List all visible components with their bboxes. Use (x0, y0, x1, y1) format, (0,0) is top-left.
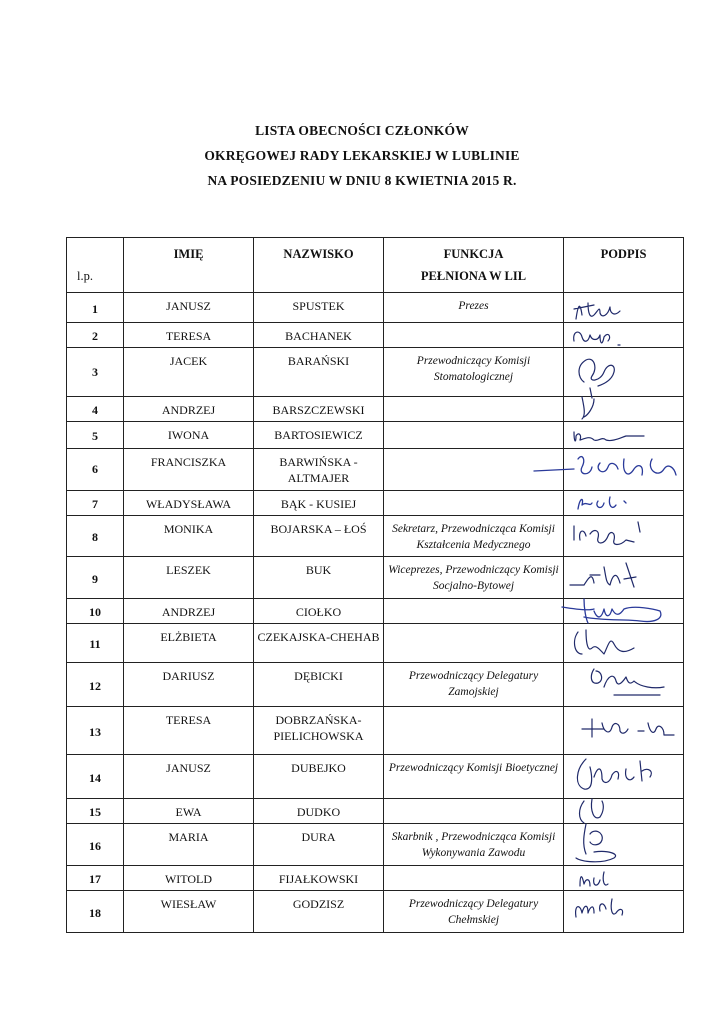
last-name-cell: DUDKO (254, 799, 384, 824)
row-number: 11 (67, 624, 124, 663)
last-name-cell: BĄK - KUSIEJ (254, 491, 384, 516)
signature-cell (564, 891, 684, 933)
function-cell (384, 599, 564, 624)
last-name-cell: DOBRZAŃSKA-PIELICHOWSKA (254, 707, 384, 755)
handwritten-signature (564, 624, 684, 663)
function-cell: Skarbnik , Przewodnicząca Komisji Wykonywania Zawodu (384, 824, 564, 866)
last-name-cell: BARWIŃSKA - ALTMAJER (254, 449, 384, 491)
handwritten-signature (564, 557, 684, 599)
signature-stroke (591, 669, 664, 695)
signature-cell (564, 799, 684, 824)
first-name-cell: JANUSZ (124, 755, 254, 799)
last-name-cell: DĘBICKI (254, 663, 384, 707)
table-row (67, 624, 684, 663)
function-cell: Prezes (384, 293, 564, 323)
row-number: 7 (67, 491, 124, 516)
last-name-cell: DUBEJKO (254, 755, 384, 799)
row-number: 2 (67, 323, 124, 348)
first-name-cell: ANDRZEJ (124, 397, 254, 422)
function-cell (384, 422, 564, 449)
function-cell: Przewodniczący Delegatury Zamojskiej (384, 663, 564, 707)
first-name-cell: ELŻBIETA (124, 624, 254, 663)
function-cell: Wiceprezes, Przewodniczący Komisji Socjalno-Bytowej (384, 557, 564, 599)
first-name-cell: ANDRZEJ (124, 599, 254, 624)
table-row (67, 866, 684, 891)
signature-stroke (576, 824, 616, 862)
function-cell (384, 397, 564, 422)
function-cell (384, 449, 564, 491)
signature-cell (564, 422, 684, 449)
header-podpis: PODPIS (564, 238, 684, 293)
signature-cell (564, 323, 684, 348)
first-name-cell: LESZEK (124, 557, 254, 599)
last-name-cell: CZEKAJSKA-CHEHAB (254, 624, 384, 663)
signature-cell (564, 348, 684, 397)
first-name-cell: WIESŁAW (124, 891, 254, 933)
function-cell (384, 707, 564, 755)
first-name-cell: JANUSZ (124, 293, 254, 323)
handwritten-signature (564, 449, 684, 491)
function-cell (384, 491, 564, 516)
first-name-cell: TERESA (124, 707, 254, 755)
handwritten-signature (564, 799, 684, 822)
table-row (67, 516, 684, 557)
last-name-cell: BARAŃSKI (254, 348, 384, 397)
last-name-cell: BACHANEK (254, 323, 384, 348)
table-row (67, 707, 684, 755)
handwritten-signature (564, 397, 684, 420)
signature-cell (564, 624, 684, 663)
handwritten-signature (564, 824, 684, 866)
first-name-cell: WITOLD (124, 866, 254, 891)
signature-stroke (582, 397, 594, 419)
first-name-cell: TERESA (124, 323, 254, 348)
header-nazwisko: NAZWISKO (254, 238, 384, 293)
table-row (67, 323, 684, 348)
handwritten-signature (564, 422, 684, 449)
handwritten-signature (564, 707, 684, 755)
row-number: 14 (67, 755, 124, 799)
row-number: 10 (67, 599, 124, 624)
signature-cell (564, 557, 684, 599)
handwritten-signature (564, 866, 684, 891)
signature-stroke (574, 432, 644, 441)
function-cell: Przewodniczący Komisji Stomatologicznej (384, 348, 564, 397)
signature-cell (564, 599, 684, 624)
row-number: 12 (67, 663, 124, 707)
signature-stroke (577, 759, 651, 789)
row-number: 15 (67, 799, 124, 824)
last-name-cell: BARTOSIEWICZ (254, 422, 384, 449)
title-line-1: LISTA OBECNOŚCI CZŁONKÓW (255, 123, 469, 138)
signature-stroke (574, 332, 620, 345)
row-number: 17 (67, 866, 124, 891)
signature-cell (564, 755, 684, 799)
function-cell (384, 799, 564, 824)
first-name-cell: FRANCISZKA (124, 449, 254, 491)
row-number: 1 (67, 293, 124, 323)
handwritten-signature (564, 516, 684, 556)
table-row (67, 491, 684, 516)
first-name-cell: WŁADYSŁAWA (124, 491, 254, 516)
document-title (0, 118, 724, 193)
last-name-cell: FIJAŁKOWSKI (254, 866, 384, 891)
handwritten-signature (564, 891, 684, 933)
table-row (67, 663, 684, 707)
signature-cell (564, 293, 684, 323)
header-imie: IMIĘ (124, 238, 254, 293)
handwritten-signature (564, 755, 684, 799)
row-number: 3 (67, 348, 124, 397)
signature-stroke (570, 563, 636, 587)
first-name-cell: IWONA (124, 422, 254, 449)
last-name-cell: DURA (254, 824, 384, 866)
row-number: 16 (67, 824, 124, 866)
signature-stroke (582, 719, 674, 737)
table-row (67, 557, 684, 599)
title-line-3: NA POSIEDZENIU W DNIU 8 KWIETNIA 2015 R. (207, 173, 517, 188)
function-cell (384, 323, 564, 348)
table-row (67, 449, 684, 491)
signature-stroke (580, 799, 604, 823)
header-funkcja-line2: PEŁNIONA W LIL (420, 269, 527, 283)
signature-stroke (562, 599, 661, 623)
signature-cell (564, 516, 684, 557)
signature-cell (564, 449, 684, 491)
signature-stroke (574, 303, 620, 319)
signature-cell (564, 866, 684, 891)
table-row (67, 599, 684, 624)
signature-stroke (576, 899, 623, 917)
function-cell (384, 866, 564, 891)
signature-stroke (580, 872, 608, 886)
signature-stroke (574, 522, 640, 545)
handwritten-signature (564, 348, 684, 397)
table-row (67, 824, 684, 866)
last-name-cell: BUK (254, 557, 384, 599)
attendance-table (66, 237, 684, 933)
function-cell: Sekretarz, Przewodnicząca Komisji Kształcenia Medycznego (384, 516, 564, 557)
signature-stroke (579, 359, 614, 398)
table-row (67, 348, 684, 397)
header-funkcja-line1: FUNKCJA (443, 247, 504, 261)
row-number: 13 (67, 707, 124, 755)
header-lp: l.p. (67, 238, 124, 293)
function-cell: Przewodniczący Komisji Bioetycznej (384, 755, 564, 799)
first-name-cell: MARIA (124, 824, 254, 866)
function-cell (384, 624, 564, 663)
handwritten-signature (564, 293, 684, 323)
signature-cell (564, 491, 684, 516)
first-name-cell: JACEK (124, 348, 254, 397)
handwritten-signature (564, 663, 684, 707)
handwritten-signature (564, 323, 684, 348)
first-name-cell: DARIUSZ (124, 663, 254, 707)
signature-stroke (578, 497, 626, 509)
signature-cell (564, 397, 684, 422)
last-name-cell: BARSZCZEWSKI (254, 397, 384, 422)
row-number: 18 (67, 891, 124, 933)
row-number: 4 (67, 397, 124, 422)
handwritten-signature (564, 599, 684, 624)
table-row (67, 755, 684, 799)
first-name-cell: MONIKA (124, 516, 254, 557)
signature-stroke (575, 630, 634, 654)
title-line-2: OKRĘGOWEJ RADY LEKARSKIEJ W LUBLINIE (204, 148, 520, 163)
row-number: 6 (67, 449, 124, 491)
last-name-cell: BOJARSKA – ŁOŚ (254, 516, 384, 557)
table-row (67, 397, 684, 422)
last-name-cell: CIOŁKO (254, 599, 384, 624)
header-row (67, 238, 684, 293)
row-number: 8 (67, 516, 124, 557)
signature-cell (564, 663, 684, 707)
first-name-cell: EWA (124, 799, 254, 824)
table-row (67, 422, 684, 449)
last-name-cell: SPUSTEK (254, 293, 384, 323)
last-name-cell: GODZISZ (254, 891, 384, 933)
signature-cell (564, 707, 684, 755)
table-row (67, 891, 684, 933)
handwritten-signature (564, 491, 684, 515)
table-row (67, 293, 684, 323)
row-number: 9 (67, 557, 124, 599)
function-cell: Przewodniczący Delegatury Chełmskiej (384, 891, 564, 933)
row-number: 5 (67, 422, 124, 449)
header-funkcja (384, 238, 564, 293)
signature-cell (564, 824, 684, 866)
table-row (67, 799, 684, 824)
